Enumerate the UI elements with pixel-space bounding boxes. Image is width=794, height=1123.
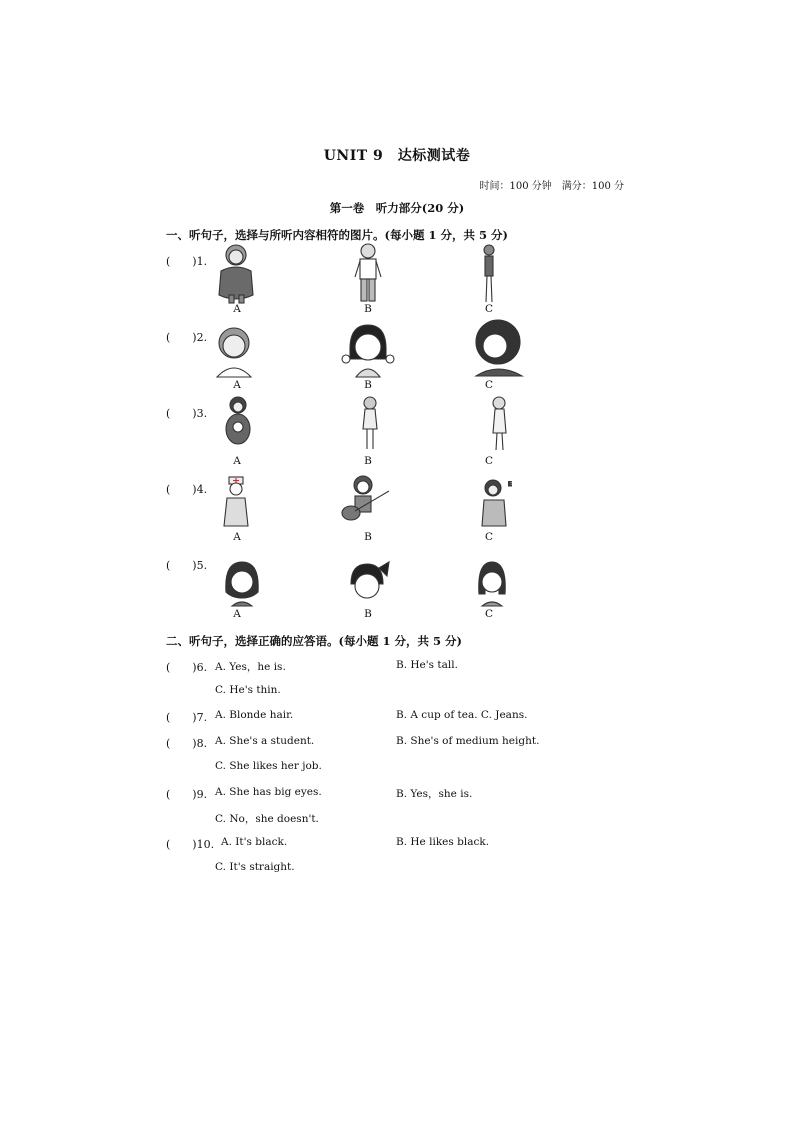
option-label: B — [364, 608, 372, 620]
volume-title: 第一卷 听力部分(20 分) — [329, 201, 465, 215]
picture-boy-with-eye-chart-icon[interactable] — [478, 476, 518, 526]
option-label: A — [233, 303, 241, 315]
answer-option-a: A. Blonde hair. — [215, 709, 294, 721]
option-label: A — [233, 608, 241, 620]
answer-option-a: A. She has big eyes. — [215, 786, 322, 798]
question-number: ( )9. — [166, 788, 208, 801]
question-number: ( )4. — [166, 483, 208, 496]
picture-tall-girl-icon[interactable] — [487, 395, 513, 451]
answer-option-c: C. He's thin. — [215, 684, 281, 696]
option-label: B — [364, 303, 372, 315]
answer-option-b: B. He likes black. — [396, 836, 490, 848]
page-title: UNIT 9 达标测试卷 — [323, 148, 471, 164]
option-label: C — [484, 531, 494, 543]
option-label: C — [484, 455, 494, 467]
question-number: ( )1. — [166, 255, 208, 268]
question-number: ( )6. — [166, 661, 208, 674]
time-and-score: 时间：100 分钟 满分：100 分 — [479, 181, 624, 192]
picture-bald-man-icon[interactable] — [354, 243, 382, 305]
answer-option-a: A. It's black. — [221, 836, 288, 848]
answer-option-c: C. It's straight. — [215, 861, 295, 873]
section1-heading: 一、听句子，选择与所听内容相符的图片。(每小题 1 分，共 5 分) — [166, 228, 508, 242]
answer-option-c: C. She likes her job. — [215, 760, 322, 772]
picture-nurse-icon[interactable] — [221, 476, 251, 526]
answer-option-b: B. Yes，she is. — [396, 788, 473, 800]
eye-chart-glyph: E — [508, 481, 512, 488]
option-label: B — [364, 379, 372, 391]
option-label: A — [233, 531, 241, 543]
question-number: ( )5. — [166, 559, 208, 572]
picture-curly-haired-man-icon[interactable] — [213, 325, 255, 377]
question-number: ( )3. — [166, 407, 208, 420]
option-label: B — [364, 531, 372, 543]
picture-heavy-woman-icon[interactable] — [215, 243, 257, 305]
picture-curly-haired-girl-icon[interactable] — [470, 318, 526, 376]
question-number: ( )2. — [166, 331, 208, 344]
question-number: ( )7. — [166, 711, 208, 724]
answer-option-c: C. No，she doesn't. — [215, 813, 319, 825]
picture-slim-girl-icon[interactable] — [357, 395, 383, 451]
answer-option-b: B. She's of medium height. — [396, 735, 540, 747]
option-label: B — [364, 455, 372, 467]
picture-chubby-girl-icon[interactable] — [223, 395, 253, 450]
answer-option-b: B. A cup of tea. C. Jeans. — [396, 709, 528, 721]
option-label: C — [484, 608, 494, 620]
question-number: ( )10. — [166, 838, 215, 851]
option-label: C — [484, 379, 494, 391]
picture-girl-straight-hair-icon[interactable] — [473, 558, 511, 606]
picture-smiling-girl-icon[interactable] — [340, 321, 396, 377]
picture-thin-man-icon[interactable] — [478, 243, 500, 305]
option-label: A — [233, 379, 241, 391]
option-label: C — [484, 303, 494, 315]
picture-girl-curly-hair-icon[interactable] — [222, 558, 262, 606]
section2-heading: 二、听句子，选择正确的应答语。(每小题 1 分，共 5 分) — [166, 634, 462, 648]
picture-boy-with-guitar-icon[interactable] — [339, 473, 393, 527]
answer-option-a: A. She's a student. — [215, 735, 315, 747]
answer-option-b: B. He's tall. — [396, 659, 458, 671]
answer-option-a: A. Yes，he is. — [215, 661, 286, 673]
picture-girl-ponytail-icon[interactable] — [343, 558, 391, 606]
option-label: A — [233, 455, 241, 467]
question-number: ( )8. — [166, 737, 208, 750]
